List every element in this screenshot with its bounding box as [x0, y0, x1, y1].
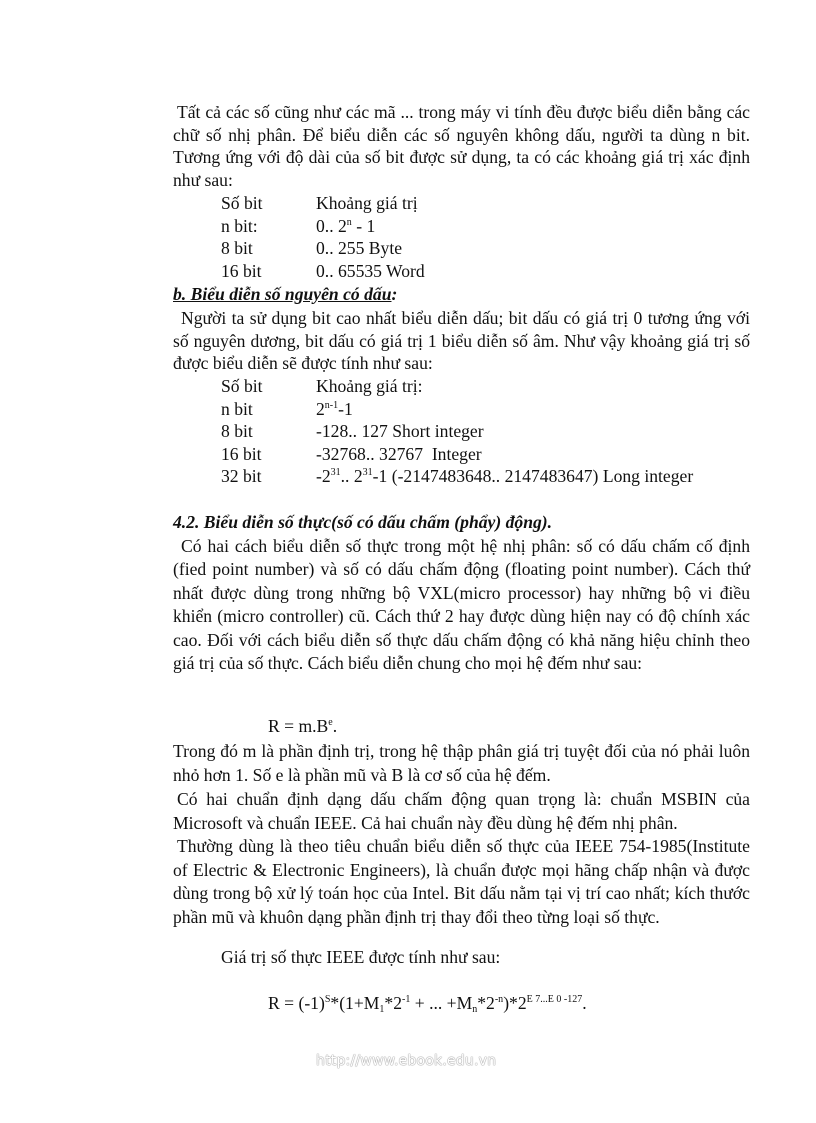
bits-cell: n bit — [221, 398, 253, 419]
table-header-row — [221, 375, 693, 398]
col-header-bits: Số bit — [221, 376, 263, 396]
col-header-range: Khoảng giá trị: — [316, 376, 423, 396]
section-42-paragraph-3: Có hai chuẩn định dạng dấu chấm động quan trọng là: chuẩn MSBIN của Microsoft và chuẩn IEEE. Cả hai chuẩn này đều dùng hệ đếm nhị phân. — [173, 789, 750, 833]
table-row — [221, 465, 693, 488]
bits-cell: n bit: — [221, 215, 258, 236]
range-cell: 0.. 65535 Word — [316, 260, 425, 281]
table-header-row — [221, 192, 425, 215]
section-42-paragraph-2: Trong đó m là phần định trị, trong hệ thập phân giá trị tuyệt đối của nó phải luôn nhỏ hơn 1. Số e là phần mũ và B là cơ số của hệ đếm. — [173, 741, 750, 785]
section-42-heading: 4.2. Biểu diễn số thực(số có dấu chấm (phẩy) động). — [173, 512, 553, 532]
table-row — [221, 398, 693, 421]
intro-text: Tất cả các số cũng như các mã ... trong máy vi tính đều được biểu diễn bằng các chữ số nhị phân. Để biểu diễn các số nguyên không dấu, người ta dùng n bit. Tương ứng với độ dài của số bit được sử dụng, ta có các khoảng giá trị xác định như sau: — [173, 102, 750, 190]
table-row — [221, 215, 425, 238]
unsigned-range-table — [221, 192, 425, 282]
col-header-range: Khoảng giá trị — [316, 193, 418, 213]
formula-ieee-value: $R = (-1)^S*(1+M_1*2^{-1}$ + ... $+M_n*2^{-n})*2^{E 7...E 0 -127}$. — [268, 993, 587, 1015]
range-cell: 0.. 255 Byte — [316, 238, 403, 259]
bits-cell: 8 bit — [221, 238, 253, 259]
table-row — [221, 420, 693, 443]
range-cell: -128.. 127 Short integer — [316, 421, 484, 442]
bits-cell: 16 bit — [221, 443, 262, 464]
bits-cell: 16 bit — [221, 260, 262, 281]
formula-r-equals-mbe: $R = m.B^e$. — [268, 716, 338, 736]
range-cell: 0.. 2$^n$ - 1 — [316, 215, 376, 236]
section-b-heading: b. Biểu diễn số nguyên có dấu: — [173, 284, 398, 304]
table-row — [221, 443, 693, 466]
signed-range-table — [221, 375, 693, 488]
col-header-bits: Số bit — [221, 193, 263, 213]
bits-cell: 8 bit — [221, 421, 253, 442]
range-cell: 2$^{n-1}$-1 — [316, 398, 353, 419]
range-cell: -32768.. 32767 Integer — [316, 443, 482, 464]
table-row — [221, 237, 425, 260]
bits-cell: 32 bit — [221, 466, 262, 487]
table-row — [221, 260, 425, 283]
section-42-paragraph-1: Có hai cách biểu diễn số thực trong một hệ nhị phân: số có dấu chấm cố định (fied point number) và số có dấu chấm động (floating point number). Cách thứ nhất được dùng trong những bộ VXL(micro processor) hay những bộ vi điều khiển (micro controller) cũ. Cách thứ 2 hay được dùng hiện nay có độ chính xác cao. Đối với cách biểu diễn số thực dấu chấm động có khả năng hiệu chỉnh theo giá trị của số thực. Cách biểu diễn chung cho mọi hệ đếm như sau: — [173, 536, 750, 674]
section-b-paragraph: Người ta sử dụng bit cao nhất biểu diễn dấu; bit dấu có giá trị 0 tương ứng với số nguyên dương, bit dấu có giá trị 1 biểu diễn số âm. Như vậy khoảng giá trị số được biểu diễn sẽ được tính như sau: — [173, 308, 750, 374]
section-42-paragraph-5: Giá trị số thực IEEE được tính như sau: — [221, 947, 501, 967]
section-42-paragraph-4: Thường dùng là theo tiêu chuẩn biểu diễn số thực của IEEE 754-1985(Institute of Electric & Electronic Engineers), là chuẩn được mọi hãng chấp nhận và được dùng trong bộ xử lý toán học của Intel. Bit dấu nằm tại vị trí cao nhất; kích thước phần mũ và khuôn dạng phần định trị thay đổi theo từng loại số thực. — [173, 836, 750, 927]
range-cell: $-2^{31}$.. $2^{31}-1$ (-2147483648.. 2147483647) Long integer — [316, 466, 694, 487]
watermark-url: http://www.ebook.edu.vn — [316, 1053, 497, 1069]
intro-paragraph — [173, 101, 750, 191]
